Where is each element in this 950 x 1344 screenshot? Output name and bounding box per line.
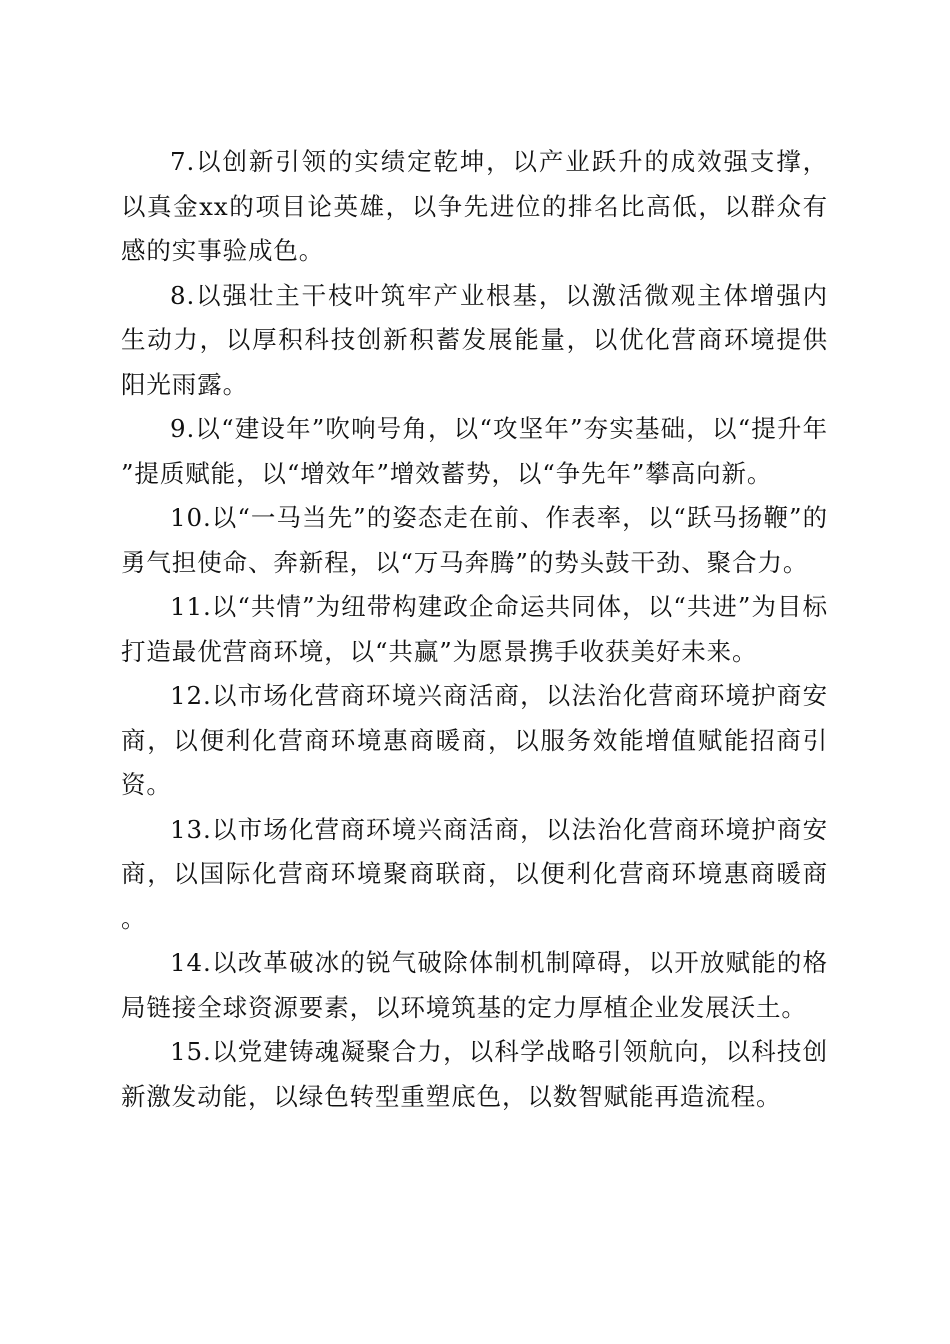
paragraph-14: 14.以改革破冰的锐气破除体制机制障碍，以开放赋能的格局链接全球资源要素，以环境筑基的定力厚植企业发展沃土。 [121, 948, 828, 1022]
paragraph-15: 15.以党建铸魂凝聚合力，以科学战略引领航向，以科技创新激发动能，以绿色转型重塑底色，以数智赋能再造流程。 [121, 1037, 828, 1111]
paragraph-10: 10.以“一马当先”的姿态走在前、作表率，以“跃马扬鞭”的勇气担使命、奔新程，以“万马奔腾”的势头鼓干劲、聚合力。 [121, 503, 828, 577]
paragraph-8: 8.以强壮主干枝叶筑牢产业根基，以激活微观主体增强内生动力，以厚积科技创新积蓄发展能量，以优化营商环境提供阳光雨露。 [121, 280, 828, 399]
paragraph-13: 13.以市场化营商环境兴商活商，以法治化营商环境护商安商，以国际化营商环境聚商联商，以便利化营商环境惠商暖商。 [121, 814, 828, 933]
document-body [121, 140, 828, 1119]
paragraph-9: 9.以“建设年”吹响号角，以“攻坚年”夯实基础，以“提升年”提质赋能，以“增效年”增效蓄势，以“争先年”攀高向新。 [121, 414, 828, 488]
paragraph-7: 7.以创新引领的实绩定乾坤，以产业跃升的成效强支撑，以真金xx的项目论英雄，以争先进位的排名比高低，以群众有感的实事验成色。 [121, 147, 828, 265]
paragraph-11: 11.以“共情”为纽带构建政企命运共同体，以“共进”为目标打造最优营商环境，以“共赢”为愿景携手收获美好未来。 [121, 592, 828, 666]
paragraph-12: 12.以市场化营商环境兴商活商，以法治化营商环境护商安商，以便利化营商环境惠商暖商，以服务效能增值赋能招商引资。 [121, 681, 828, 799]
